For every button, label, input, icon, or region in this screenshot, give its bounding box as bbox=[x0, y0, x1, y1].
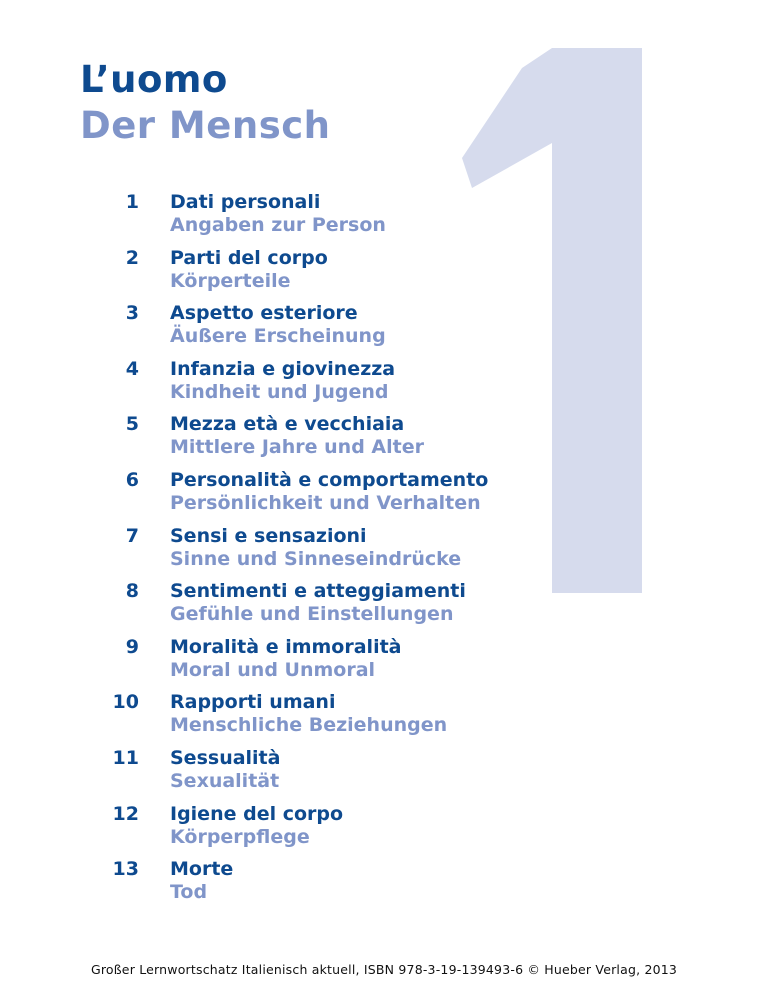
toc-item bbox=[0, 690, 768, 740]
toc-item-number: 11 bbox=[112, 747, 139, 769]
toc-item-title-italian: Moralità e immoralità bbox=[170, 635, 402, 658]
toc-item-number: 2 bbox=[125, 246, 139, 269]
toc-item bbox=[0, 468, 768, 518]
toc-item bbox=[0, 802, 768, 852]
toc-item bbox=[0, 246, 768, 296]
toc-item-number: 3 bbox=[125, 302, 139, 325]
toc-item-title-german: Sinne und Sinneseindrücke bbox=[170, 547, 462, 570]
toc-item bbox=[0, 579, 768, 629]
toc-item-number: 1 bbox=[125, 191, 139, 213]
toc-item-title-german: Menschliche Beziehungen bbox=[170, 714, 448, 737]
toc-item-title-german: Tod bbox=[170, 881, 208, 904]
toc-item-number: 9 bbox=[125, 635, 139, 658]
toc-item-title-german: Angaben zur Person bbox=[170, 214, 386, 236]
chapter-title-german: Der Mensch bbox=[80, 104, 331, 147]
toc-item-title-german: Körperteile bbox=[170, 269, 291, 292]
footer-copyright: Großer Lernwortschatz Italienisch aktuell, ISBN 978-3-19-139493-6 © Hueber Verlag, 2013 bbox=[90, 962, 678, 977]
toc-item-title-german: Moral und Unmoral bbox=[170, 658, 376, 681]
toc-item-title-italian: Infanzia e giovinezza bbox=[170, 357, 396, 380]
toc-item-title-german: Körperpflege bbox=[170, 825, 310, 848]
toc-item-number: 4 bbox=[125, 357, 139, 380]
toc-item-title-italian: Mezza età e vecchiaia bbox=[170, 413, 405, 436]
toc-item-title-german: Mittlere Jahre und Alter bbox=[170, 436, 424, 459]
toc-item bbox=[0, 190, 768, 240]
toc-item-number: 5 bbox=[125, 413, 139, 436]
toc-item bbox=[0, 357, 768, 407]
toc-item bbox=[0, 857, 768, 907]
toc-item-number: 6 bbox=[125, 469, 139, 491]
toc-item-number: 13 bbox=[112, 858, 139, 881]
toc-item bbox=[0, 524, 768, 574]
toc-item-title-italian: Sessualità bbox=[170, 747, 281, 769]
toc-item-title-german: Kindheit und Jugend bbox=[170, 380, 389, 403]
toc-item-title-italian: Morte bbox=[170, 858, 234, 881]
toc-item bbox=[0, 301, 768, 351]
toc-item-title-italian: Igiene del corpo bbox=[170, 802, 344, 825]
toc-item bbox=[0, 635, 768, 685]
toc-item-title-german: Äußere Erscheinung bbox=[170, 325, 386, 348]
toc-item-number: 7 bbox=[125, 524, 139, 547]
toc-item-title-german: Gefühle und Einstellungen bbox=[170, 603, 454, 626]
toc-item bbox=[0, 746, 768, 796]
toc-item-number: 12 bbox=[112, 802, 139, 825]
toc-item-title-italian: Sentimenti e atteggiamenti bbox=[170, 580, 466, 603]
toc-item-title-italian: Personalità e comportamento bbox=[170, 469, 489, 491]
toc-item-title-italian: Aspetto esteriore bbox=[170, 302, 358, 325]
toc-item-number: 10 bbox=[112, 691, 139, 714]
toc-item-title-italian: Parti del corpo bbox=[170, 246, 328, 269]
toc-item bbox=[0, 412, 768, 462]
toc-item-title-german: Sexualität bbox=[170, 770, 280, 792]
toc-item-title-italian: Dati personali bbox=[170, 191, 321, 213]
toc-item-number: 8 bbox=[125, 580, 139, 603]
chapter-title-italian: L’uomo bbox=[80, 58, 228, 101]
toc-item-title-italian: Rapporti umani bbox=[170, 691, 336, 714]
toc-item-title-german: Persönlichkeit und Verhalten bbox=[170, 492, 481, 514]
toc-item-title-italian: Sensi e sensazioni bbox=[170, 524, 367, 547]
